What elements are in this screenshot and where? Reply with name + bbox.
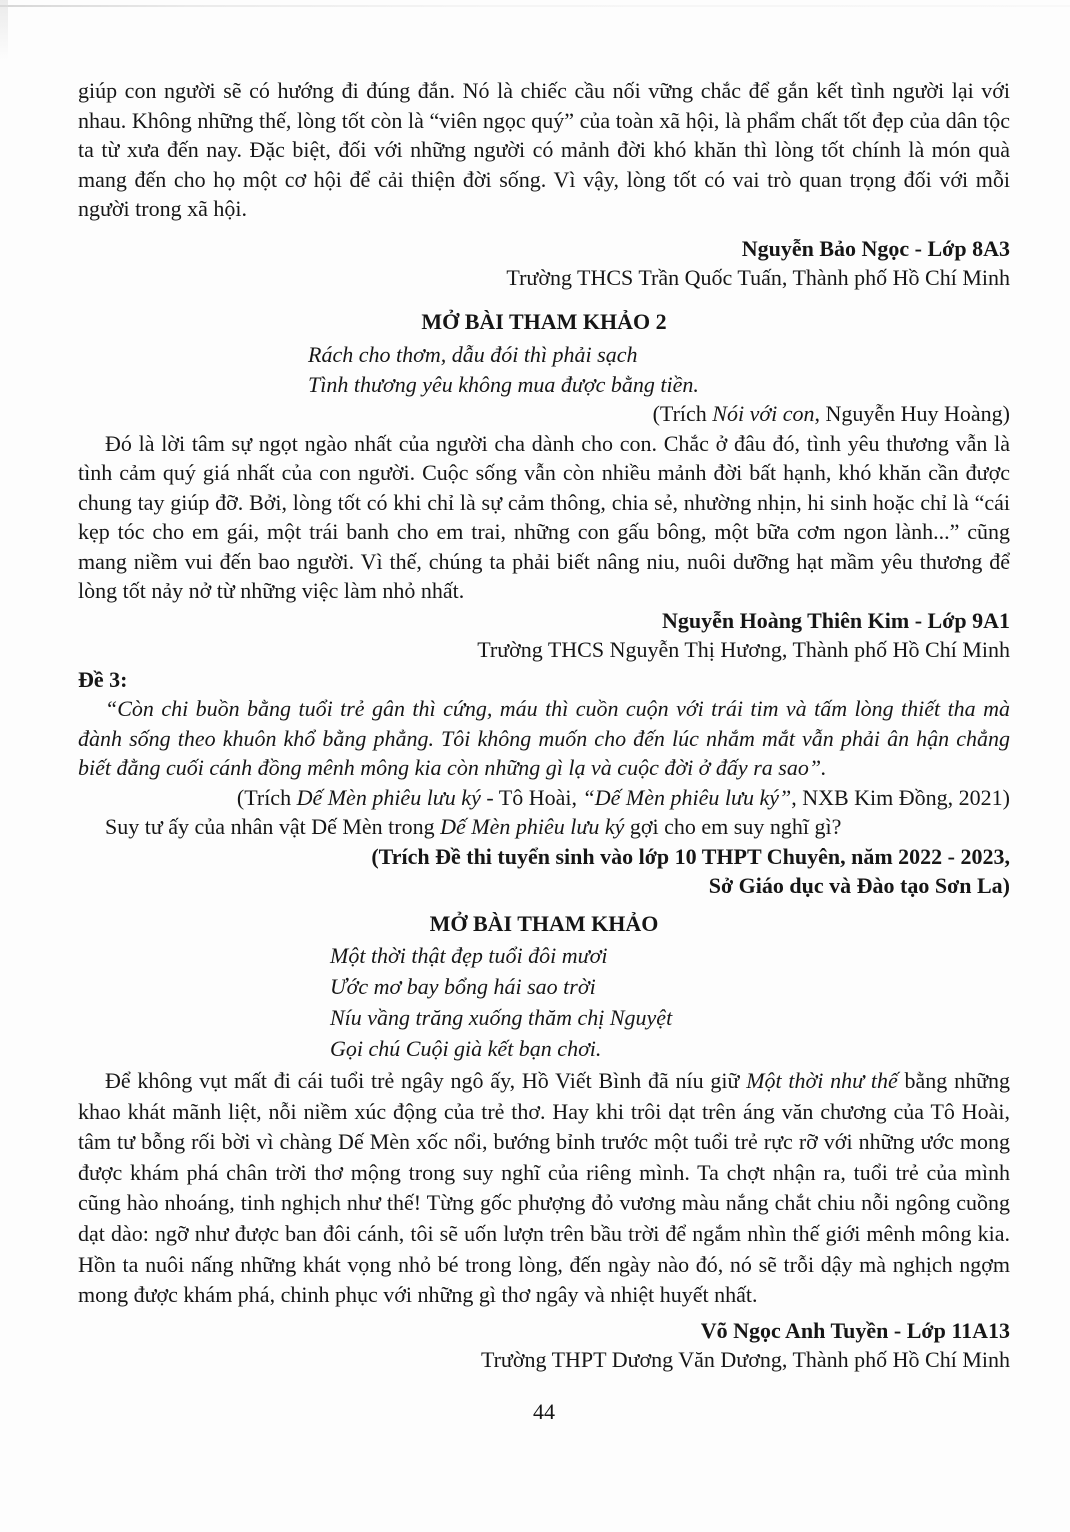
mo-bai-2-paragraph: Đó là lời tâm sự ngọt ngào nhất của người cha dành cho con. Chắc ở đâu đó, tình yêu thương vẫn là tình cảm quý giá nhất của con người. Cuộc sống vẫn còn nhiều mảnh đời bất hạnh, khó khăn cần được chung tay giúp đỡ. Bởi, lòng tốt có khi chỉ là sự cảm thông, chia sẻ, nhường nhịn, hi sinh hoặc chỉ là “cái kẹp tóc cho em gái, một trái banh cho em trai, những con gấu bông, một bữa cơm ngon lành...” cũng mang niềm vui đến bao người. Vì thế, chúng ta phải biết nâng niu, nuôi dưỡng hạt mầm yêu thương để lòng tốt nảy nở từ những việc làm nhỏ nhất. — [78, 430, 1010, 603]
essay1-school-line: Trường THCS Trần Quốc Tuấn, Thành phố Hồ Chí Minh — [506, 265, 1010, 290]
topic-3-quote: “Còn chi buồn bằng tuổi trẻ gân thì cứng, máu thì cuồn cuộn với trái tim và tấm lòng thiết tha mà đành sống theo khuôn khổ bằng phẳng. Tôi không muốn cho đến lúc nhắm mắt vẫn phải ân hận chẳng biết đằng cuối cánh đồng mênh mông kia còn những gì lạ và cuộc đời ở đấy ra sao”. — [78, 696, 1010, 780]
section-heading-mo-bai-2: MỞ BÀI THAM KHẢO 2 — [421, 308, 667, 334]
essay1-author-byline: Nguyễn Bảo Ngọc - Lớp 8A3 — [741, 235, 1010, 261]
mo-bai-2-author-byline: Nguyễn Hoàng Thiên Kim - Lớp 9A1 — [662, 607, 1010, 633]
poem-line: Một thời thật đẹp tuổi đôi mươi — [330, 943, 608, 968]
scan-artifact-left — [0, 0, 8, 60]
section-heading-mo-bai: MỞ BÀI THAM KHẢO — [429, 910, 659, 936]
poem-source-line: (Trích Nói với con, Nguyễn Huy Hoàng) — [652, 401, 1010, 426]
mo-bai-2-school-line: Trường THCS Nguyễn Thị Hương, Thành phố Hồ Chí Minh — [477, 637, 1010, 662]
poem-line: Rách cho thơm, dẫu đói thì phải sạch — [308, 342, 638, 367]
exam-source-line-1: (Trích Đề thi tuyển sinh vào lớp 10 THPT Chuyên, năm 2022 - 2023, — [371, 843, 1010, 869]
mo-bai-3-school-line: Trường THPT Dương Văn Dương, Thành phố Hồ Chí Minh — [480, 1347, 1010, 1373]
page-number: 44 — [533, 1398, 555, 1424]
mo-bai-3-author-byline: Võ Ngọc Anh Tuyền - Lớp 11A13 — [700, 1317, 1010, 1343]
essay1-paragraph: giúp con người sẽ có hướng đi đúng đắn. Nó là chiếc cầu nối vững chắc để gắn kết tình người lại với nhau. Không những thế, lòng tốt còn là “viên ngọc quý” của toàn xã hội, là phẩm chất tốt đẹp của dân tộc ta từ xưa đến nay. Đặc biệt, đối với những người có mảnh đời khó khăn thì lòng tốt chính là món quà mang đến cho họ một cơ hội để cải thiện đời sống. Vì vậy, lòng tốt có vai trò quan trọng đối với mỗi người trong xã hội. — [78, 78, 1010, 221]
page-content — [78, 76, 1010, 1426]
mo-bai-3-paragraph: Để không vụt mất đi cái tuổi trẻ ngây ngô ấy, Hồ Viết Bình đã níu giữ Một thời như thế bằng những khao khát mãnh liệt, nỗi niềm xúc động của trẻ thơ. Hay khi trôi dạt trên áng văn chương của Tô Hoài, tâm tư bỗng rối bời vì chàng Dế Mèn xốc nổi, bướng bỉnh trước một tuổi trẻ rực rỡ với những ước mong được khám phá chân trời thơ mộng trong suy nghĩ của riêng mình. Ta chợt nhận ra, tuổi trẻ của mình cũng hào nhoáng, tinh nghịch như thế! Từng gốc phượng đỏ vương màu nắng chắt chiu nỗi ngông cuồng dạt dào: ngỡ như được ban đôi cánh, tôi sẽ uốn lượn trên bầu trời để ngắm nhìn thế giới mênh mông kia. Hồn ta nuôi nấng những khát vọng nhỏ bé trong lòng, đến ngày nào đó, nó sẽ trỗi dậy mà nghịch ngợm mong được khám phá, chinh phục với những gì thơ ngây và nhiệt huyết nhất. — [78, 1068, 1010, 1308]
topic-3-label: Đề 3: — [78, 666, 128, 692]
topic-3-quote-source: (Trích Dế Mèn phiêu lưu ký - Tô Hoài, “Dế Mèn phiêu lưu ký”, NXB Kim Đồng, 2021) — [236, 784, 1010, 810]
topic-3-question: Suy tư ấy của nhân vật Dế Mèn trong Dế Mèn phiêu lưu ký gợi cho em suy nghĩ gì? — [105, 814, 842, 839]
poem-line: Ước mơ bay bổng hái sao trời — [330, 974, 596, 999]
poem-line: Gọi chú Cuội già kết bạn chơi. — [330, 1036, 602, 1061]
exam-source-line-2: Sở Giáo dục và Đào tạo Sơn La) — [708, 873, 1010, 898]
scan-artifact-top — [0, 5, 1070, 7]
poem-line: Tình thương yêu không mua được bằng tiền. — [308, 371, 699, 397]
poem-line: Níu vầng trăng xuống thăm chị Nguyệt — [330, 1005, 673, 1030]
